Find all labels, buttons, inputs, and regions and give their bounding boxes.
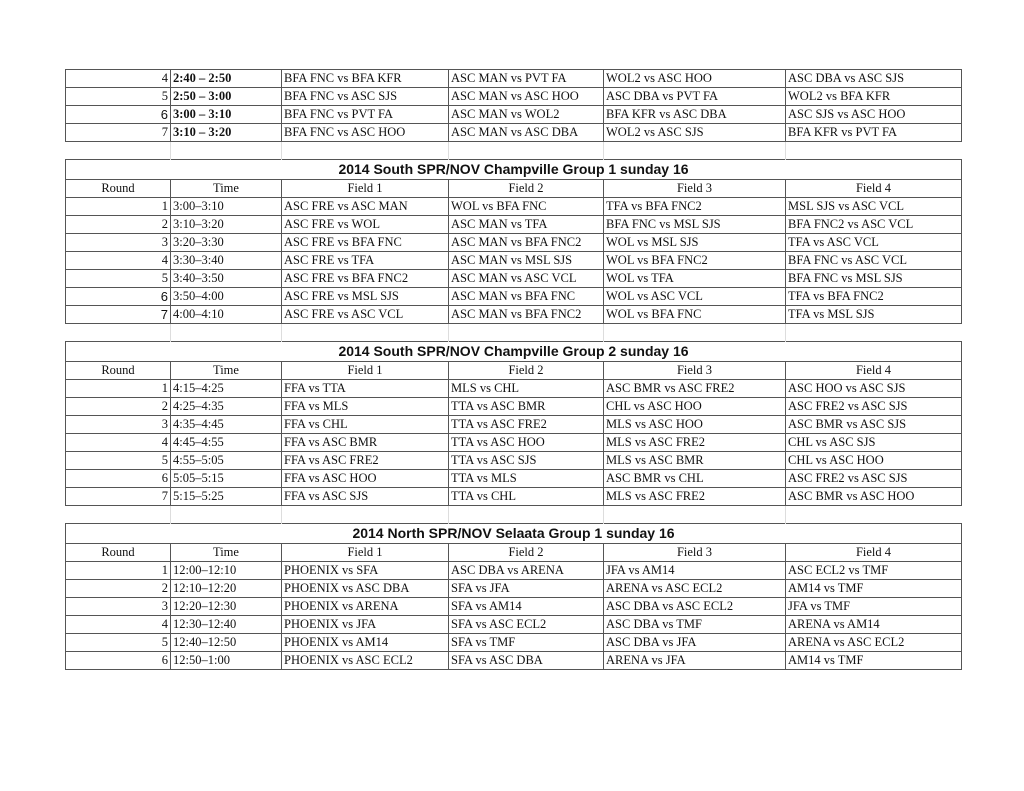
cell-field1: PHOENIX vs JFA [282, 616, 449, 634]
match-row [66, 252, 962, 270]
cell-time: 4:45–4:55 [171, 434, 282, 452]
cell-field4: AM14 vs TMF [786, 652, 962, 670]
empty-cell [604, 324, 786, 342]
match-row [66, 198, 962, 216]
cell-field4: ARENA vs AM14 [786, 616, 962, 634]
header-field1: Field 1 [282, 362, 449, 380]
cell-time: 12:10–12:20 [171, 580, 282, 598]
cell-round: 1 [66, 380, 171, 398]
cell-time: 12:20–12:30 [171, 598, 282, 616]
cell-field2: SFA vs TMF [449, 634, 604, 652]
cell-round: 5 [66, 452, 171, 470]
cell-time: 3:00 – 3:10 [171, 106, 282, 124]
cell-field4: ARENA vs ASC ECL2 [786, 634, 962, 652]
cell-field1: FFA vs TTA [282, 380, 449, 398]
cell-time: 3:50–4:00 [171, 288, 282, 306]
cell-round: 4 [66, 70, 171, 88]
cell-field4: ASC HOO vs ASC SJS [786, 380, 962, 398]
empty-cell [604, 506, 786, 524]
cell-field4: BFA KFR vs PVT FA [786, 124, 962, 142]
spacer-row [66, 506, 962, 524]
cell-field4: WOL2 vs BFA KFR [786, 88, 962, 106]
cell-time: 4:25–4:35 [171, 398, 282, 416]
cell-round: 6 [66, 288, 171, 306]
cell-time: 4:55–5:05 [171, 452, 282, 470]
empty-cell [282, 324, 449, 342]
cell-field4: TFA vs ASC VCL [786, 234, 962, 252]
schedule-sheet [65, 69, 961, 670]
cell-field2: ASC MAN vs BFA FNC2 [449, 306, 604, 324]
cell-time: 5:15–5:25 [171, 488, 282, 506]
cell-time: 12:00–12:10 [171, 562, 282, 580]
cell-field3: ARENA vs ASC ECL2 [604, 580, 786, 598]
cell-time: 3:10–3:20 [171, 216, 282, 234]
cell-field4: BFA FNC vs MSL SJS [786, 270, 962, 288]
cell-field3: ASC DBA vs ASC ECL2 [604, 598, 786, 616]
cell-field3: BFA FNC vs MSL SJS [604, 216, 786, 234]
header-field2: Field 2 [449, 362, 604, 380]
cell-field4: BFA FNC2 vs ASC VCL [786, 216, 962, 234]
match-row [66, 416, 962, 434]
header-round: Round [66, 180, 171, 198]
cell-field2: ASC MAN vs BFA FNC2 [449, 234, 604, 252]
cell-time: 3:40–3:50 [171, 270, 282, 288]
cell-round: 7 [66, 124, 171, 142]
match-row [66, 452, 962, 470]
match-row [66, 580, 962, 598]
header-round: Round [66, 362, 171, 380]
cell-time: 3:10 – 3:20 [171, 124, 282, 142]
match-row [66, 380, 962, 398]
cell-field1: ASC FRE vs MSL SJS [282, 288, 449, 306]
schedule-table [65, 69, 962, 670]
cell-field1: ASC FRE vs ASC VCL [282, 306, 449, 324]
cell-field1: ASC FRE vs BFA FNC2 [282, 270, 449, 288]
cell-field2: WOL vs BFA FNC [449, 198, 604, 216]
cell-field3: MLS vs ASC FRE2 [604, 488, 786, 506]
cell-field2: TTA vs ASC HOO [449, 434, 604, 452]
match-row [66, 488, 962, 506]
cell-round: 3 [66, 598, 171, 616]
empty-cell [66, 324, 171, 342]
match-row [66, 216, 962, 234]
match-row [66, 106, 962, 124]
cell-field3: ASC DBA vs PVT FA [604, 88, 786, 106]
empty-cell [786, 142, 962, 160]
header-field4: Field 4 [786, 180, 962, 198]
cell-field3: JFA vs AM14 [604, 562, 786, 580]
cell-field2: SFA vs AM14 [449, 598, 604, 616]
cell-field2: ASC MAN vs PVT FA [449, 70, 604, 88]
cell-field1: PHOENIX vs ASC ECL2 [282, 652, 449, 670]
cell-field1: ASC FRE vs TFA [282, 252, 449, 270]
empty-cell [282, 506, 449, 524]
cell-field3: ASC DBA vs TMF [604, 616, 786, 634]
cell-field2: ASC MAN vs MSL SJS [449, 252, 604, 270]
cell-field2: TTA vs ASC BMR [449, 398, 604, 416]
cell-field1: PHOENIX vs AM14 [282, 634, 449, 652]
cell-field3: ARENA vs JFA [604, 652, 786, 670]
cell-field1: FFA vs ASC FRE2 [282, 452, 449, 470]
cell-field3: WOL vs BFA FNC2 [604, 252, 786, 270]
cell-time: 12:50–1:00 [171, 652, 282, 670]
cell-field3: WOL2 vs ASC HOO [604, 70, 786, 88]
cell-round: 3 [66, 234, 171, 252]
cell-round: 2 [66, 580, 171, 598]
cell-field2: SFA vs JFA [449, 580, 604, 598]
cell-field1: ASC FRE vs ASC MAN [282, 198, 449, 216]
cell-field2: TTA vs ASC SJS [449, 452, 604, 470]
cell-field2: TTA vs ASC FRE2 [449, 416, 604, 434]
cell-time: 4:00–4:10 [171, 306, 282, 324]
spacer-row [66, 142, 962, 160]
cell-field1: FFA vs ASC BMR [282, 434, 449, 452]
cell-field1: FFA vs MLS [282, 398, 449, 416]
empty-cell [171, 324, 282, 342]
cell-field2: ASC DBA vs ARENA [449, 562, 604, 580]
cell-field1: BFA FNC vs ASC SJS [282, 88, 449, 106]
cell-field4: ASC SJS vs ASC HOO [786, 106, 962, 124]
match-row [66, 652, 962, 670]
cell-time: 3:00–3:10 [171, 198, 282, 216]
cell-field2: SFA vs ASC ECL2 [449, 616, 604, 634]
match-row [66, 634, 962, 652]
cell-field4: TFA vs MSL SJS [786, 306, 962, 324]
cell-field4: CHL vs ASC SJS [786, 434, 962, 452]
cell-round: 7 [66, 306, 171, 324]
match-row [66, 616, 962, 634]
cell-field3: WOL vs ASC VCL [604, 288, 786, 306]
cell-field2: SFA vs ASC DBA [449, 652, 604, 670]
cell-round: 6 [66, 652, 171, 670]
cell-field2: TTA vs CHL [449, 488, 604, 506]
header-time: Time [171, 544, 282, 562]
cell-round: 6 [66, 470, 171, 488]
cell-field1: ASC FRE vs BFA FNC [282, 234, 449, 252]
group-title-row [66, 524, 962, 544]
match-row [66, 598, 962, 616]
cell-round: 4 [66, 252, 171, 270]
cell-time: 12:30–12:40 [171, 616, 282, 634]
header-field1: Field 1 [282, 544, 449, 562]
cell-field3: ASC DBA vs JFA [604, 634, 786, 652]
match-row [66, 306, 962, 324]
header-field2: Field 2 [449, 544, 604, 562]
match-row [66, 398, 962, 416]
cell-field3: WOL2 vs ASC SJS [604, 124, 786, 142]
match-row [66, 70, 962, 88]
match-row [66, 434, 962, 452]
header-round: Round [66, 544, 171, 562]
cell-field3: WOL vs TFA [604, 270, 786, 288]
cell-field1: BFA FNC vs PVT FA [282, 106, 449, 124]
empty-cell [604, 142, 786, 160]
cell-round: 2 [66, 398, 171, 416]
match-row [66, 88, 962, 106]
cell-field4: ASC DBA vs ASC SJS [786, 70, 962, 88]
cell-round: 7 [66, 488, 171, 506]
cell-field1: FFA vs ASC SJS [282, 488, 449, 506]
header-time: Time [171, 180, 282, 198]
empty-cell [449, 142, 604, 160]
cell-field1: ASC FRE vs WOL [282, 216, 449, 234]
cell-field3: WOL vs MSL SJS [604, 234, 786, 252]
cell-field3: ASC BMR vs ASC FRE2 [604, 380, 786, 398]
cell-time: 2:50 – 3:00 [171, 88, 282, 106]
header-field3: Field 3 [604, 180, 786, 198]
header-field4: Field 4 [786, 544, 962, 562]
group-title: 2014 South SPR/NOV Champville Group 2 sunday 16 [66, 342, 962, 362]
empty-cell [66, 142, 171, 160]
cell-round: 1 [66, 562, 171, 580]
cell-field3: MLS vs ASC BMR [604, 452, 786, 470]
cell-field3: MLS vs ASC FRE2 [604, 434, 786, 452]
header-field3: Field 3 [604, 362, 786, 380]
cell-field1: PHOENIX vs SFA [282, 562, 449, 580]
cell-time: 2:40 – 2:50 [171, 70, 282, 88]
column-header-row [66, 362, 962, 380]
group-title: 2014 North SPR/NOV Selaata Group 1 sunday 16 [66, 524, 962, 544]
cell-time: 12:40–12:50 [171, 634, 282, 652]
header-field3: Field 3 [604, 544, 786, 562]
cell-time: 3:20–3:30 [171, 234, 282, 252]
cell-field4: ASC BMR vs ASC HOO [786, 488, 962, 506]
cell-field3: TFA vs BFA FNC2 [604, 198, 786, 216]
cell-field4: ASC BMR vs ASC SJS [786, 416, 962, 434]
cell-field1: FFA vs ASC HOO [282, 470, 449, 488]
cell-field3: BFA KFR vs ASC DBA [604, 106, 786, 124]
cell-time: 4:35–4:45 [171, 416, 282, 434]
cell-field2: ASC MAN vs ASC VCL [449, 270, 604, 288]
cell-field4: ASC FRE2 vs ASC SJS [786, 398, 962, 416]
cell-field3: ASC BMR vs CHL [604, 470, 786, 488]
cell-round: 5 [66, 88, 171, 106]
group-title: 2014 South SPR/NOV Champville Group 1 sunday 16 [66, 160, 962, 180]
cell-field2: ASC MAN vs ASC HOO [449, 88, 604, 106]
cell-field4: ASC FRE2 vs ASC SJS [786, 470, 962, 488]
column-header-row [66, 180, 962, 198]
cell-round: 5 [66, 270, 171, 288]
cell-field1: BFA FNC vs ASC HOO [282, 124, 449, 142]
cell-field2: MLS vs CHL [449, 380, 604, 398]
cell-time: 3:30–3:40 [171, 252, 282, 270]
header-field4: Field 4 [786, 362, 962, 380]
cell-field2: TTA vs MLS [449, 470, 604, 488]
header-field2: Field 2 [449, 180, 604, 198]
empty-cell [449, 506, 604, 524]
cell-field2: ASC MAN vs ASC DBA [449, 124, 604, 142]
cell-round: 5 [66, 634, 171, 652]
cell-field4: JFA vs TMF [786, 598, 962, 616]
group-title-row [66, 342, 962, 362]
cell-field4: BFA FNC vs ASC VCL [786, 252, 962, 270]
cell-time: 4:15–4:25 [171, 380, 282, 398]
cell-field4: TFA vs BFA FNC2 [786, 288, 962, 306]
cell-field4: AM14 vs TMF [786, 580, 962, 598]
cell-field3: CHL vs ASC HOO [604, 398, 786, 416]
match-row [66, 124, 962, 142]
match-row [66, 234, 962, 252]
cell-time: 5:05–5:15 [171, 470, 282, 488]
cell-field2: ASC MAN vs BFA FNC [449, 288, 604, 306]
empty-cell [786, 506, 962, 524]
match-row [66, 288, 962, 306]
cell-field2: ASC MAN vs WOL2 [449, 106, 604, 124]
empty-cell [449, 324, 604, 342]
cell-field1: PHOENIX vs ARENA [282, 598, 449, 616]
match-row [66, 270, 962, 288]
cell-field4: MSL SJS vs ASC VCL [786, 198, 962, 216]
empty-cell [171, 506, 282, 524]
header-field1: Field 1 [282, 180, 449, 198]
cell-field1: PHOENIX vs ASC DBA [282, 580, 449, 598]
match-row [66, 470, 962, 488]
empty-cell [171, 142, 282, 160]
header-time: Time [171, 362, 282, 380]
column-header-row [66, 544, 962, 562]
group-title-row [66, 160, 962, 180]
cell-round: 4 [66, 616, 171, 634]
cell-round: 4 [66, 434, 171, 452]
cell-field4: ASC ECL2 vs TMF [786, 562, 962, 580]
cell-round: 2 [66, 216, 171, 234]
empty-cell [786, 324, 962, 342]
cell-field3: MLS vs ASC HOO [604, 416, 786, 434]
cell-round: 6 [66, 106, 171, 124]
cell-round: 1 [66, 198, 171, 216]
cell-round: 3 [66, 416, 171, 434]
cell-field1: BFA FNC vs BFA KFR [282, 70, 449, 88]
cell-field4: CHL vs ASC HOO [786, 452, 962, 470]
cell-field1: FFA vs CHL [282, 416, 449, 434]
empty-cell [282, 142, 449, 160]
cell-field3: WOL vs BFA FNC [604, 306, 786, 324]
cell-field2: ASC MAN vs TFA [449, 216, 604, 234]
empty-cell [66, 506, 171, 524]
match-row [66, 562, 962, 580]
spacer-row [66, 324, 962, 342]
